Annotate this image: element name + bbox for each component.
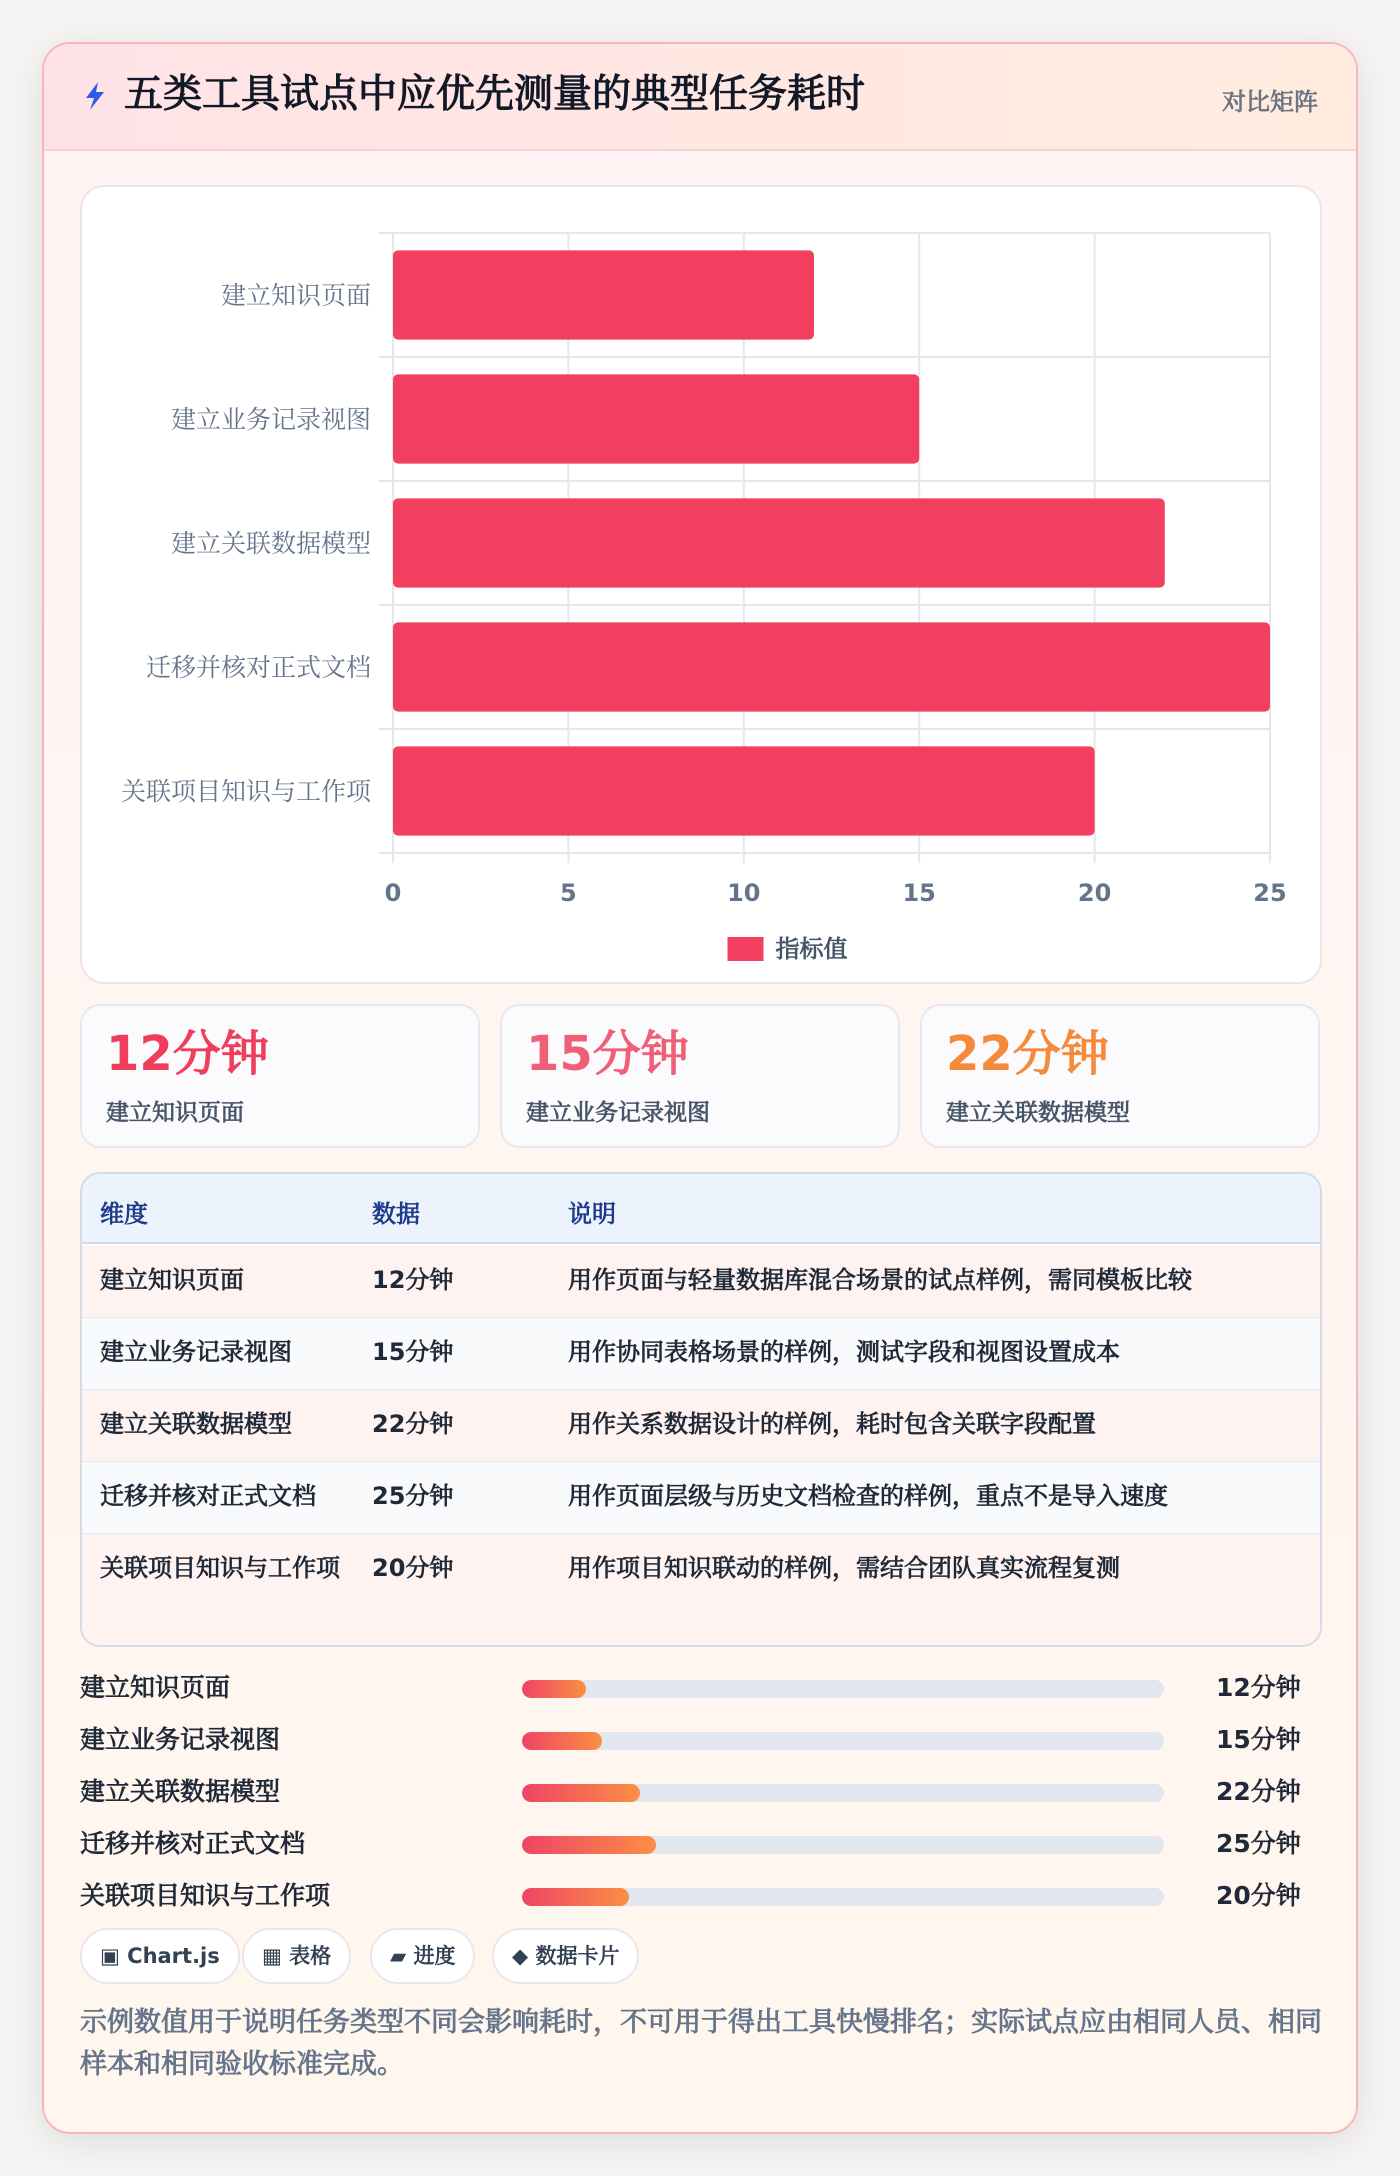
progress-value: 20分钟 bbox=[1216, 1881, 1301, 1910]
cell-dimension: 建立关联数据模型 bbox=[100, 1410, 292, 1438]
cell-dimension: 迁移并核对正式文档 bbox=[100, 1482, 316, 1510]
y-category-label: 建立知识页面 bbox=[220, 281, 371, 310]
progress-value: 22分钟 bbox=[1216, 1777, 1301, 1806]
progress-row bbox=[80, 1822, 1340, 1862]
progress-row bbox=[80, 1770, 1340, 1810]
cell-description: 用作关系数据设计的样例，耗时包含关联字段配置 bbox=[568, 1410, 1096, 1438]
cell-data: 12分钟 bbox=[372, 1266, 454, 1294]
progress-fill bbox=[522, 1836, 656, 1854]
kpi-value: 15分钟 bbox=[526, 1026, 689, 1082]
progress-track bbox=[522, 1732, 1164, 1750]
table-row bbox=[82, 1246, 1320, 1318]
page-title: 五类工具试点中应优先测量的典型任务耗时 bbox=[124, 72, 866, 117]
progress-value: 12分钟 bbox=[1216, 1673, 1301, 1702]
progress-value: 25分钟 bbox=[1216, 1829, 1301, 1858]
progress-fill bbox=[522, 1888, 629, 1906]
y-category-label: 关联项目知识与工作项 bbox=[120, 777, 371, 806]
cell-data: 25分钟 bbox=[372, 1482, 454, 1510]
table-row bbox=[82, 1462, 1320, 1534]
progress-label: 建立知识页面 bbox=[80, 1673, 231, 1702]
x-tick-label: 10 bbox=[727, 879, 761, 907]
progress-track bbox=[522, 1680, 1164, 1698]
progress-fill bbox=[522, 1680, 586, 1698]
bar[interactable] bbox=[393, 498, 1165, 587]
kpi-label: 建立关联数据模型 bbox=[946, 1100, 1130, 1126]
column-header-description: 说明 bbox=[568, 1200, 616, 1228]
cell-description: 用作协同表格场景的样例，测试字段和视图设置成本 bbox=[568, 1338, 1120, 1366]
column-header-data: 数据 bbox=[372, 1200, 420, 1228]
y-category-label: 迁移并核对正式文档 bbox=[145, 653, 371, 682]
chip-data-card[interactable]: ◆ 数据卡片 bbox=[492, 1928, 639, 1984]
kpi-card bbox=[500, 1004, 900, 1148]
progress-row bbox=[80, 1874, 1340, 1914]
progress-track bbox=[522, 1888, 1164, 1906]
table-row bbox=[82, 1318, 1320, 1390]
legend-swatch bbox=[728, 937, 764, 961]
cell-dimension: 建立业务记录视图 bbox=[100, 1338, 292, 1366]
kpi-value: 22分钟 bbox=[946, 1026, 1109, 1082]
chip-chartjs[interactable]: ▣ Chart.js bbox=[80, 1928, 240, 1984]
cell-description: 用作页面层级与历史文档检查的样例，重点不是导入速度 bbox=[568, 1482, 1168, 1510]
x-tick-label: 15 bbox=[902, 879, 936, 907]
progress-row bbox=[80, 1666, 1340, 1706]
x-tick-label: 20 bbox=[1077, 879, 1112, 907]
cell-data: 20分钟 bbox=[372, 1554, 454, 1582]
bar[interactable] bbox=[393, 746, 1095, 835]
progress-fill bbox=[522, 1732, 602, 1750]
cell-description: 用作页面与轻量数据库混合场景的试点样例，需同模板比较 bbox=[568, 1266, 1192, 1294]
progress-label: 建立关联数据模型 bbox=[80, 1777, 281, 1806]
progress-fill bbox=[522, 1784, 640, 1802]
report-card bbox=[42, 42, 1358, 2134]
y-category-label: 建立业务记录视图 bbox=[170, 405, 371, 434]
cell-data: 22分钟 bbox=[372, 1410, 454, 1438]
footnote: 示例数值用于说明任务类型不同会影响耗时，不可用于得出工具快慢排名；实际试点应由相同人员、相同样本和相同验收标准完成。 bbox=[80, 2007, 1322, 2080]
progress-track bbox=[522, 1784, 1164, 1802]
progress-row bbox=[80, 1718, 1340, 1758]
kpi-card bbox=[80, 1004, 480, 1148]
cell-description: 用作项目知识联动的样例，需结合团队真实流程复测 bbox=[568, 1554, 1120, 1582]
table-row bbox=[82, 1390, 1320, 1462]
kpi-card bbox=[920, 1004, 1320, 1148]
progress-track bbox=[522, 1836, 1164, 1854]
legend-label: 指标值 bbox=[775, 935, 848, 963]
x-tick-label: 25 bbox=[1253, 879, 1287, 907]
kpi-label: 建立业务记录视图 bbox=[526, 1100, 710, 1126]
chip-table[interactable]: ▦ 表格 bbox=[242, 1928, 351, 1984]
header-tag: 对比矩阵 bbox=[1222, 88, 1318, 116]
x-tick-label: 5 bbox=[560, 879, 577, 907]
cell-data: 15分钟 bbox=[372, 1338, 454, 1366]
progress-value: 15分钟 bbox=[1216, 1725, 1301, 1754]
progress-label: 迁移并核对正式文档 bbox=[80, 1829, 306, 1858]
data-table bbox=[80, 1172, 1322, 1647]
cell-dimension: 关联项目知识与工作项 bbox=[100, 1554, 340, 1582]
kpi-label: 建立知识页面 bbox=[106, 1100, 244, 1126]
bar[interactable] bbox=[393, 622, 1270, 711]
bar[interactable] bbox=[393, 374, 919, 463]
table-row bbox=[82, 1534, 1320, 1647]
bar[interactable] bbox=[393, 250, 814, 339]
kpi-value: 12分钟 bbox=[106, 1026, 269, 1082]
progress-label: 建立业务记录视图 bbox=[80, 1725, 281, 1754]
y-category-label: 建立关联数据模型 bbox=[170, 529, 371, 558]
progress-label: 关联项目知识与工作项 bbox=[80, 1881, 331, 1910]
card-header bbox=[44, 44, 1356, 151]
lightning-icon bbox=[80, 78, 110, 114]
bar-chart bbox=[82, 187, 1324, 986]
table-header bbox=[82, 1174, 1320, 1244]
column-header-dimension: 维度 bbox=[100, 1200, 148, 1228]
bar-chart-panel bbox=[80, 185, 1322, 984]
chip-progress[interactable]: ▰ 进度 bbox=[370, 1928, 475, 1984]
x-tick-label: 0 bbox=[384, 879, 402, 907]
cell-dimension: 建立知识页面 bbox=[100, 1266, 244, 1294]
